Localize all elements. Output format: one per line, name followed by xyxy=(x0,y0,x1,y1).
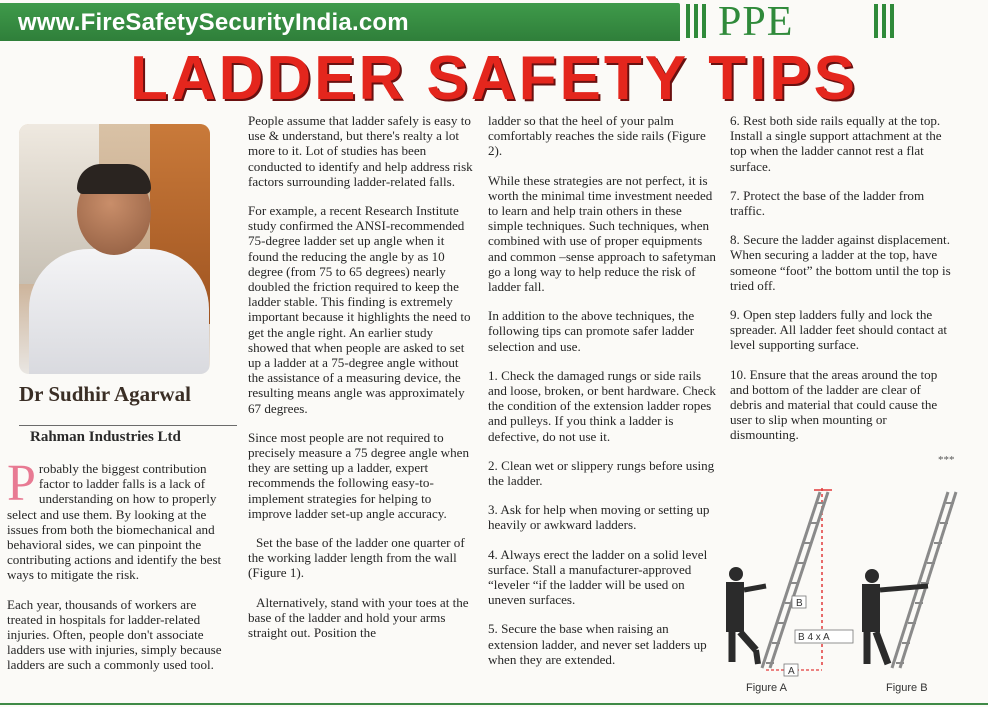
tip-item: 7. Protect the base of the ladder from traffic. xyxy=(730,187,925,219)
column-3 xyxy=(488,113,716,681)
end-mark: *** xyxy=(938,454,955,466)
figure-a-ratio-label: B 4 x A xyxy=(798,632,830,643)
author-photo xyxy=(19,124,210,374)
tip-item: 10. Ensure that the areas around the top and bottom of the ladder are clear of debris and material that could cause the user to slip when mounting or dismounting. xyxy=(730,366,938,443)
paragraph: People assume that ladder safely is easy to use & understand, but there's realty a lot more to it. Lot of studies has been conducted to identify and help address risk factors surrounding ladder-related falls. xyxy=(248,113,473,189)
paragraph: In addition to the above techniques, the following tips can promote safer ladder selection and use. xyxy=(488,308,695,354)
article-headline: LADDER SAFETY TIPS xyxy=(129,44,859,113)
figure-b-caption: Figure B xyxy=(886,682,928,694)
decorative-bars-left xyxy=(686,4,710,38)
tip-item: 3. Ask for help when moving or setting up heavily or awkward ladders. xyxy=(488,502,710,533)
figure-a-label-b: B xyxy=(796,598,803,609)
figure-a-caption: Figure A xyxy=(746,682,787,694)
column-4 xyxy=(730,113,956,457)
author-company: Rahman Industries Ltd xyxy=(30,429,181,445)
drop-cap: P xyxy=(7,455,36,512)
paragraph: Set the base of the ladder one quarter of the working ladder length from the wall (Figure 1). xyxy=(248,535,465,581)
paragraph: Since most people are not required to precisely measure a 75 degree angle when they are setting up a ladder, expert recommends the following easy-to-implement strategies for helping to improve ladder set-up angle accuracy. xyxy=(248,429,470,521)
tip-item: 9. Open step ladders fully and lock the spreader. All ladder feet should contact at level supporting surface. xyxy=(730,307,948,353)
tip-item: 5. Secure the base when raising an extension ladder, and never set ladders up when they are extended. xyxy=(488,621,707,667)
paragraph: ladder so that the heel of your palm comfortably reaches the side rails (Figure 2). xyxy=(488,113,706,159)
paragraph: While these strategies are not perfect, it is worth the minimal time investment needed to learn and help train others in these simple techniques. Such techniques, when combined with use of proper equipments and common –sense approach to safetyman go a long way to help reduce the risk of ladder fall. xyxy=(488,172,716,295)
divider xyxy=(19,425,237,426)
column-1 xyxy=(7,455,235,687)
tip-item: 4. Always erect the ladder on a solid level surface. Stall a manufacturer-approved “leveler “if the ladder will be used on uneven surfaces. xyxy=(488,546,708,608)
paragraph: Alternatively, stand with your toes at the base of the ladder and hold your arms straight out. Position the xyxy=(248,594,469,641)
header-banner xyxy=(0,0,988,44)
site-url[interactable]: www.FireSafetySecurityIndia.com xyxy=(18,9,409,36)
author-name: Dr Sudhir Agarwal xyxy=(19,382,191,406)
bottom-rule xyxy=(0,703,988,705)
paragraph: For example, a recent Research Institute study confirmed the ANSI-recommended 75-degree ladder set up angle when it found the reducing the angle by as 10 degree (from 75 to 65 degrees) nearly doubled the friction required to keep the ladder stable. This finding is extremely important because it highlights the need to get the angle right. An earlier study showed that when people are asked to set up a ladder at a 75-degree angle without the assistance of a measuring device, the resulting means angle was approximately 67 degrees. xyxy=(248,203,471,416)
tip-item: 8. Secure the ladder against displacement. When securing a ladder at the top, have someone “foot” the bottom until the top is tried off. xyxy=(730,232,951,293)
banner-green-strip xyxy=(0,3,680,41)
paragraph: Each year, thousands of workers are treated in hospitals for ladder-related injuries. Often, people don't associate ladders use with injuries, simply because ladders are such a commonly used tool. xyxy=(7,596,222,673)
column-2 xyxy=(248,113,474,654)
figure-b-illustration xyxy=(862,492,956,668)
decorative-bars-right xyxy=(874,4,898,38)
intro-paragraph: Probably the biggest contribution factor to ladder falls is a lack of understanding on how to properly select and use them. By looking at the issues from both the biomechanical and behavioral sides, we can pinpoint the contributing actions and identify the best ways to mitigate the risk. xyxy=(7,455,222,583)
tip-item: 2. Clean wet or slippery rungs before using the ladder. xyxy=(488,457,715,489)
section-label: PPE xyxy=(718,0,794,45)
ladder-diagram xyxy=(722,478,984,678)
tip-item: 6. Rest both side rails equally at the top. Install a single support attachment at the top when the ladder cannot rest a flat surface. xyxy=(730,113,942,174)
figure-a-illustration xyxy=(726,488,853,677)
tip-item: 1. Check the damaged rungs or side rails and loose, broken, or bent hardware. Check the condition of the extension ladder ropes and pulleys. If you think a ladder is defective, do not use it. xyxy=(488,367,716,444)
figure-a-label-a: A xyxy=(788,666,795,677)
